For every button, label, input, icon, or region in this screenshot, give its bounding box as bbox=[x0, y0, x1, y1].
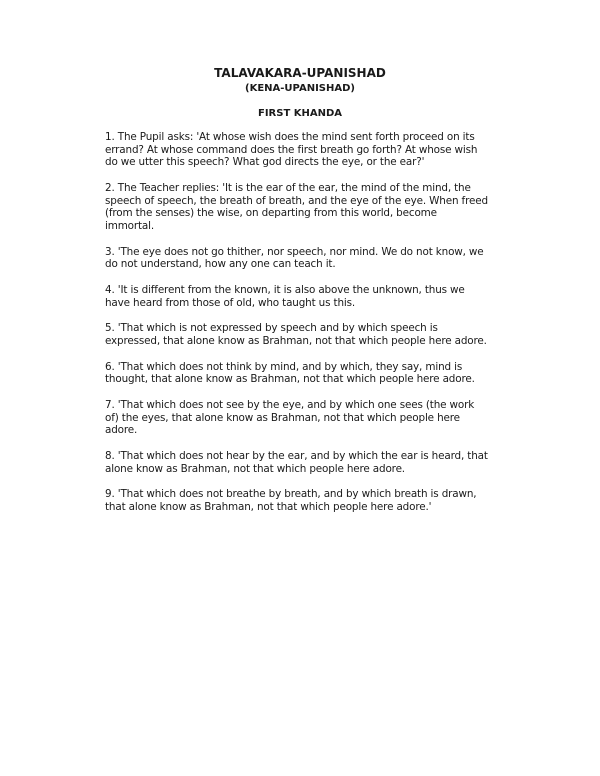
paragraph-4: 4. 'It is different from the known, it is also above the unknown, thus we have heard from those of old, who taught us this. bbox=[105, 283, 465, 309]
paragraph-7: 7. 'That which does not see by the eye, and by which one sees (the work of) the eyes, that alone know as Brahman, not that which people here adore. bbox=[105, 399, 475, 437]
paragraph-9: 9. 'That which does not breathe by breath, and by which breath is drawn, that alone know as Brahman, not that which people here adore.' bbox=[105, 488, 477, 513]
paragraph-5: 5. 'That which is not expressed by speech and by which speech is expressed, that alone know as Brahman, not that which people here adore. bbox=[105, 322, 487, 347]
paragraph-8: 8. 'That which does not hear by the ear, and by which the ear is heard, that alone know as Brahman, not that which people here adore. bbox=[105, 450, 488, 475]
document-body bbox=[105, 131, 489, 527]
paragraph-1: 1. The Pupil asks: 'At whose wish does the mind sent forth proceed on its errand? At whose command does the first breath go forth? At whose wish do we utter this speech? What god directs the eye, or the ear?' bbox=[105, 131, 478, 169]
document-subtitle: (KENA-UPANISHAD) bbox=[245, 83, 355, 94]
paragraph-6: 6. 'That which does not think by mind, and by which, they say, mind is thought, that alone know as Brahman, not that which people here adore. bbox=[105, 360, 475, 386]
paragraph-3: 3. 'The eye does not go thither, nor speech, nor mind. We do not know, we do not understand, how any one can teach it. bbox=[105, 245, 484, 271]
paragraph-2: 2. The Teacher replies: 'It is the ear of the ear, the mind of the mind, the speech of speech, the breath of breath, and the eye of the eye. When freed (from the senses) the wise, on departing from this world, become immortal. bbox=[105, 181, 488, 232]
document-title: TALAVAKARA-UPANISHAD bbox=[214, 66, 386, 80]
section-heading: FIRST KHANDA bbox=[257, 108, 343, 119]
